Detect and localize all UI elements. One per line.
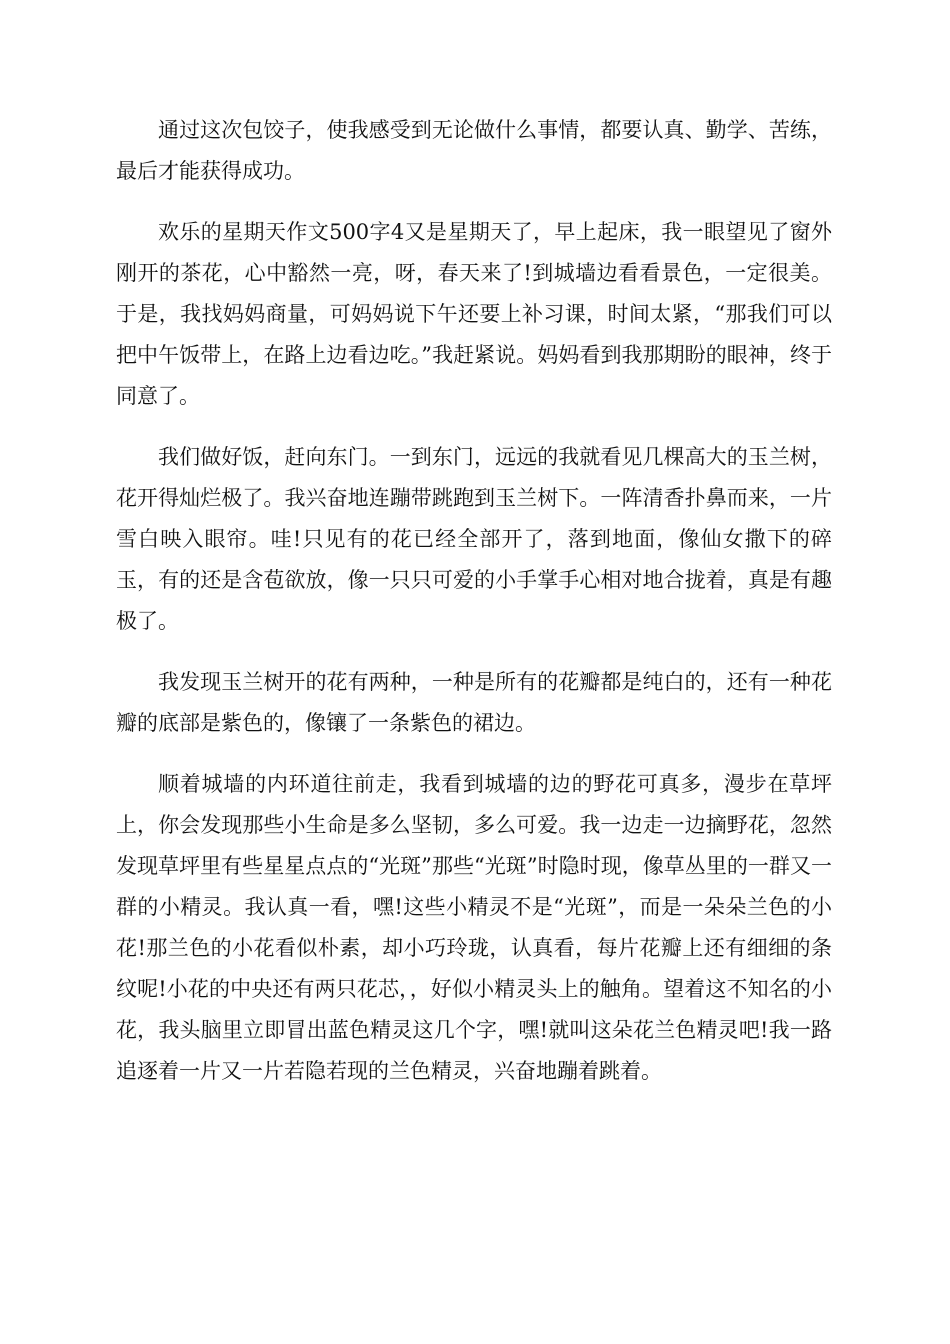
paragraph-blue-wildflowers: 顺着城墙的内环道往前走，我看到城墙的边的野花可真多，漫步在草坪上，你会发现那些小生命是多么坚韧，多么可爱。我一边走一边摘野花，忽然发现草坪里有些星星点点的“光斑”那些“光斑”时隐时现，像草丛里的一群又一群的小精灵。我认真一看，嘿!这些小精灵不是“光斑”，而是一朵朵兰色的小花!那兰色的小花看似朴素，却小巧玲珑，认真看，每片花瓣上还有细细的条纹呢!小花的中央还有两只花芯，，好似小精灵头上的触角。望着这不知名的小花，我头脑里立即冒出蓝色精灵这几个字，嘿!就叫这朵花兰色精灵吧!我一路追逐着一片又一片若隐若现的兰色精灵，兴奋地蹦着跳着。 — [116, 772, 832, 1083]
paragraph-sunday-morning: 欢乐的星期天作文500字4又是星期天了，早上起床，我一眼望见了窗外刚开的茶花，心中豁然一亮，呀，春天来了!到城墙边看看景色，一定很美。于是，我找妈妈商量，可妈妈说下午还要上补习课，时间太紧，“那我们可以把中午饭带上，在路上边看边吃。”我赶紧说。妈妈看到我那期盼的眼神，终于同意了。 — [116, 220, 832, 408]
paragraph-magnolia-trees: 我们做好饭，赶向东门。一到东门，远远的我就看见几棵高大的玉兰树，花开得灿烂极了。我兴奋地连蹦带跳跑到玉兰树下。一阵清香扑鼻而来，一片雪白映入眼帘。哇!只见有的花已经全部开了，落到地面，像仙女撒下的碎玉，有的还是含苞欲放，像一只只可爱的小手掌手心相对地合拢着，真是有趣极了。 — [116, 445, 832, 633]
paragraph-conclusion: 通过这次包饺子，使我感受到无论做什么事情，都要认真、勤学、苦练，最后才能获得成功。 — [116, 118, 832, 183]
document-page — [116, 110, 832, 1112]
paragraph-two-flower-types: 我发现玉兰树开的花有两种，一种是所有的花瓣都是纯白的，还有一种花瓣的底部是紫色的，像镶了一条紫色的裙边。 — [116, 670, 832, 735]
